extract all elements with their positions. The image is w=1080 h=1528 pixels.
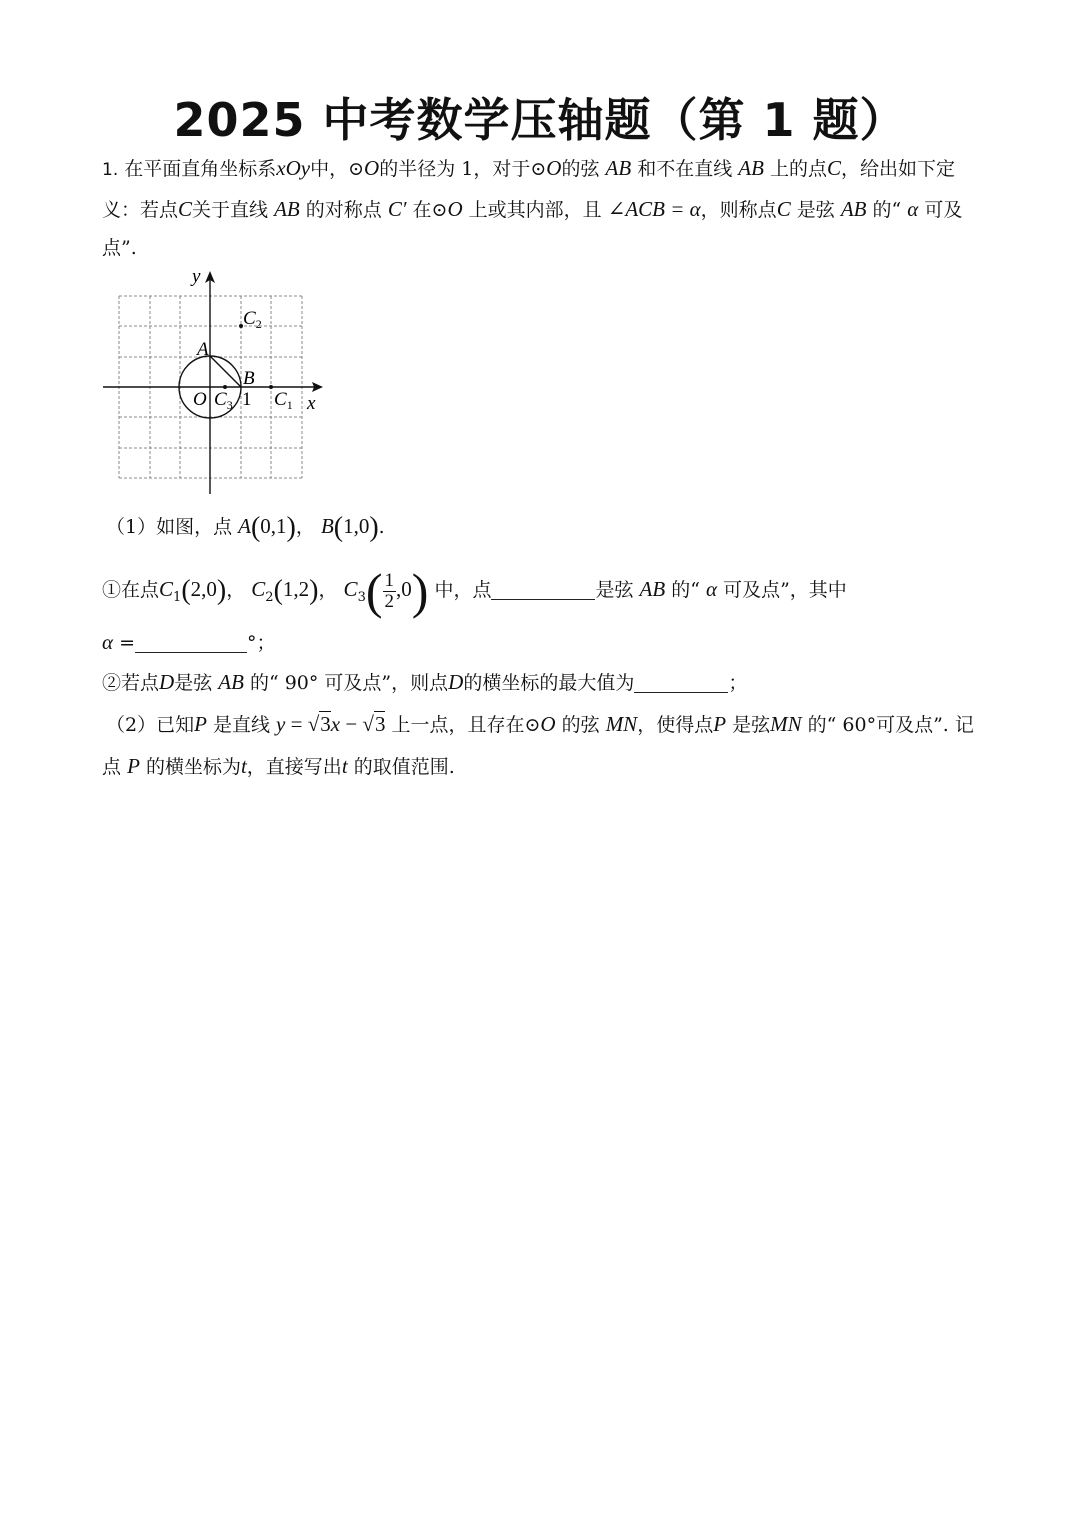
text: 中，点 [434, 579, 492, 601]
math-mn: MN [605, 712, 638, 736]
problem-number: 1. [102, 160, 119, 180]
axes [103, 271, 323, 494]
text: ， [226, 579, 246, 601]
subscript: 2 [265, 590, 274, 605]
text: 可及 [924, 199, 963, 221]
math-alpha: α [706, 577, 718, 601]
math-x: x [330, 712, 341, 736]
text: 的横坐标为 [145, 756, 241, 778]
math-ab: AB [738, 156, 764, 180]
text: 的“ [872, 199, 902, 221]
text: 的半径为 1，对于⊙ [379, 158, 547, 180]
text: 的横坐标的最大值为 [463, 672, 635, 694]
text: 的“ 60°可及点”. 记 [807, 714, 974, 736]
label-x: x [307, 393, 316, 414]
text: 中，⊙ [310, 158, 365, 180]
text: 关于直线 [192, 199, 269, 221]
label-b: B [243, 368, 255, 389]
label-c1: $C_1$ [274, 389, 293, 412]
text: = [113, 632, 135, 654]
text: 可及点”，其中 [723, 579, 847, 601]
text: 的“ 90° 可及点”，则点 [249, 672, 449, 694]
text: 是弦 [796, 199, 835, 221]
math-angle: ∠ACB = α [607, 197, 701, 221]
label-a: A [197, 339, 209, 360]
math-t: t [240, 754, 247, 778]
subscript: 1 [173, 590, 182, 605]
text: 点 [102, 756, 122, 778]
math-c: C [159, 577, 174, 601]
text: ； [728, 672, 748, 694]
label-y: y [192, 266, 201, 287]
part2-line-2 [102, 756, 455, 777]
sqrt-3: 3 [320, 712, 331, 736]
label-o: O [193, 389, 207, 410]
text: （1）如图，点 [106, 516, 233, 538]
math-c: C [826, 156, 841, 180]
coord-b: 1,0 [343, 514, 370, 538]
text: 点”. [102, 237, 137, 259]
math-p: P [194, 712, 207, 736]
text: 义：若点 [102, 199, 179, 221]
math-ab: AB [840, 197, 867, 221]
math-p: P [127, 754, 140, 778]
answer-blank-alpha[interactable] [135, 634, 247, 653]
text: = [285, 712, 308, 736]
text: 的弦 [561, 714, 600, 736]
text: 在平面直角坐标系 [124, 158, 277, 180]
math-alpha: α [102, 630, 114, 654]
coord-a: 0,1 [260, 514, 287, 538]
question-1-line: ①在点$C_1(2,0)$， $C_2(1,2)$， $C_3$( $\frac{1}{2}$ ,0) 中，点 是弦 AB 的“ α 可及点”，其中 [102, 563, 847, 619]
math-c: C [178, 197, 193, 221]
text: 上一点，且存在⊙ [391, 714, 541, 736]
text: 和不在直线 [637, 158, 733, 180]
question-1-alpha-line [102, 632, 276, 653]
math-o: O [540, 712, 556, 736]
text: ，使得点 [637, 714, 714, 736]
math-ab: AB [639, 577, 666, 601]
text: . [378, 516, 385, 538]
question-2-line [102, 672, 747, 693]
text: （2）已知 [106, 714, 195, 736]
label-c3: $C_3$ [214, 389, 233, 412]
math-xoy: xOy [276, 156, 311, 180]
text: ，直接写出 [246, 756, 342, 778]
intro-line-2 [102, 199, 962, 220]
intro-line-3 [102, 239, 137, 258]
text: ②若点 [102, 672, 160, 694]
math-d: D [159, 670, 175, 694]
math-mn: MN [770, 712, 802, 736]
point-c1 [269, 385, 273, 389]
text: 是弦 [595, 579, 634, 601]
text: 的取值范围. [353, 756, 455, 778]
math-y: y [276, 712, 286, 736]
text: 是弦 [732, 714, 771, 736]
math-alpha: α [907, 197, 919, 221]
text: 的对称点 [305, 199, 382, 221]
math-ab: AB [274, 197, 300, 221]
math-c: C [776, 197, 791, 221]
text: 的“ [671, 579, 700, 601]
math-o: O [546, 156, 562, 180]
math-o: O [364, 156, 380, 180]
coord-c3-y: ,0 [396, 577, 412, 601]
text: ①在点 [102, 579, 160, 601]
math-a: A [238, 514, 251, 538]
numerator: 1 [384, 569, 394, 591]
page-title: 2025 中考数学压轴题（第 1 题） [173, 93, 907, 147]
math-o: O [447, 197, 463, 221]
answer-blank-point[interactable] [491, 581, 595, 600]
math-b: B [320, 514, 334, 538]
text: 上的点 [769, 158, 827, 180]
coord-c2: 1,2 [282, 577, 310, 601]
text: ， [295, 516, 315, 538]
fraction [383, 571, 397, 612]
coord-c1: 2,0 [190, 577, 217, 601]
sqrt-3: 3 [374, 712, 386, 736]
math-c: C [343, 577, 358, 601]
text: − [340, 712, 363, 736]
label-c2: $C_2$ [243, 308, 262, 331]
math-c-prime: C′ [387, 197, 407, 221]
text: °； [247, 632, 276, 654]
math-ab: AB [218, 670, 244, 694]
part1-line: （1）如图，点 A(0,1)， B(1,0). [106, 512, 385, 543]
math-ab: AB [605, 156, 632, 180]
subscript: 3 [357, 590, 366, 605]
label-one: 1 [242, 389, 252, 410]
text: ，则称点 [700, 199, 777, 221]
denominator: 2 [384, 590, 394, 612]
math-c: C [251, 577, 266, 601]
intro-line-1 [102, 158, 955, 179]
coordinate-figure [98, 262, 338, 500]
math-t: t [341, 754, 348, 778]
text: 的弦 [561, 158, 600, 180]
text: 是弦 [174, 672, 213, 694]
part2-line-1: （2）已知P 是直线 y = √3x − √3 上一点，且存在⊙O 的弦 MN，使得点P 是弦MN 的“ 60°可及点”. 记 [106, 712, 974, 736]
answer-blank-max-x[interactable] [634, 674, 728, 693]
math-p: P [713, 712, 727, 736]
text: ， [318, 579, 338, 601]
text: 是直线 [212, 714, 270, 736]
text: 在⊙ [412, 199, 448, 221]
text: ，给出如下定 [841, 158, 956, 180]
math-d: D [448, 670, 464, 694]
text: 上或其内部，且 [468, 199, 602, 221]
